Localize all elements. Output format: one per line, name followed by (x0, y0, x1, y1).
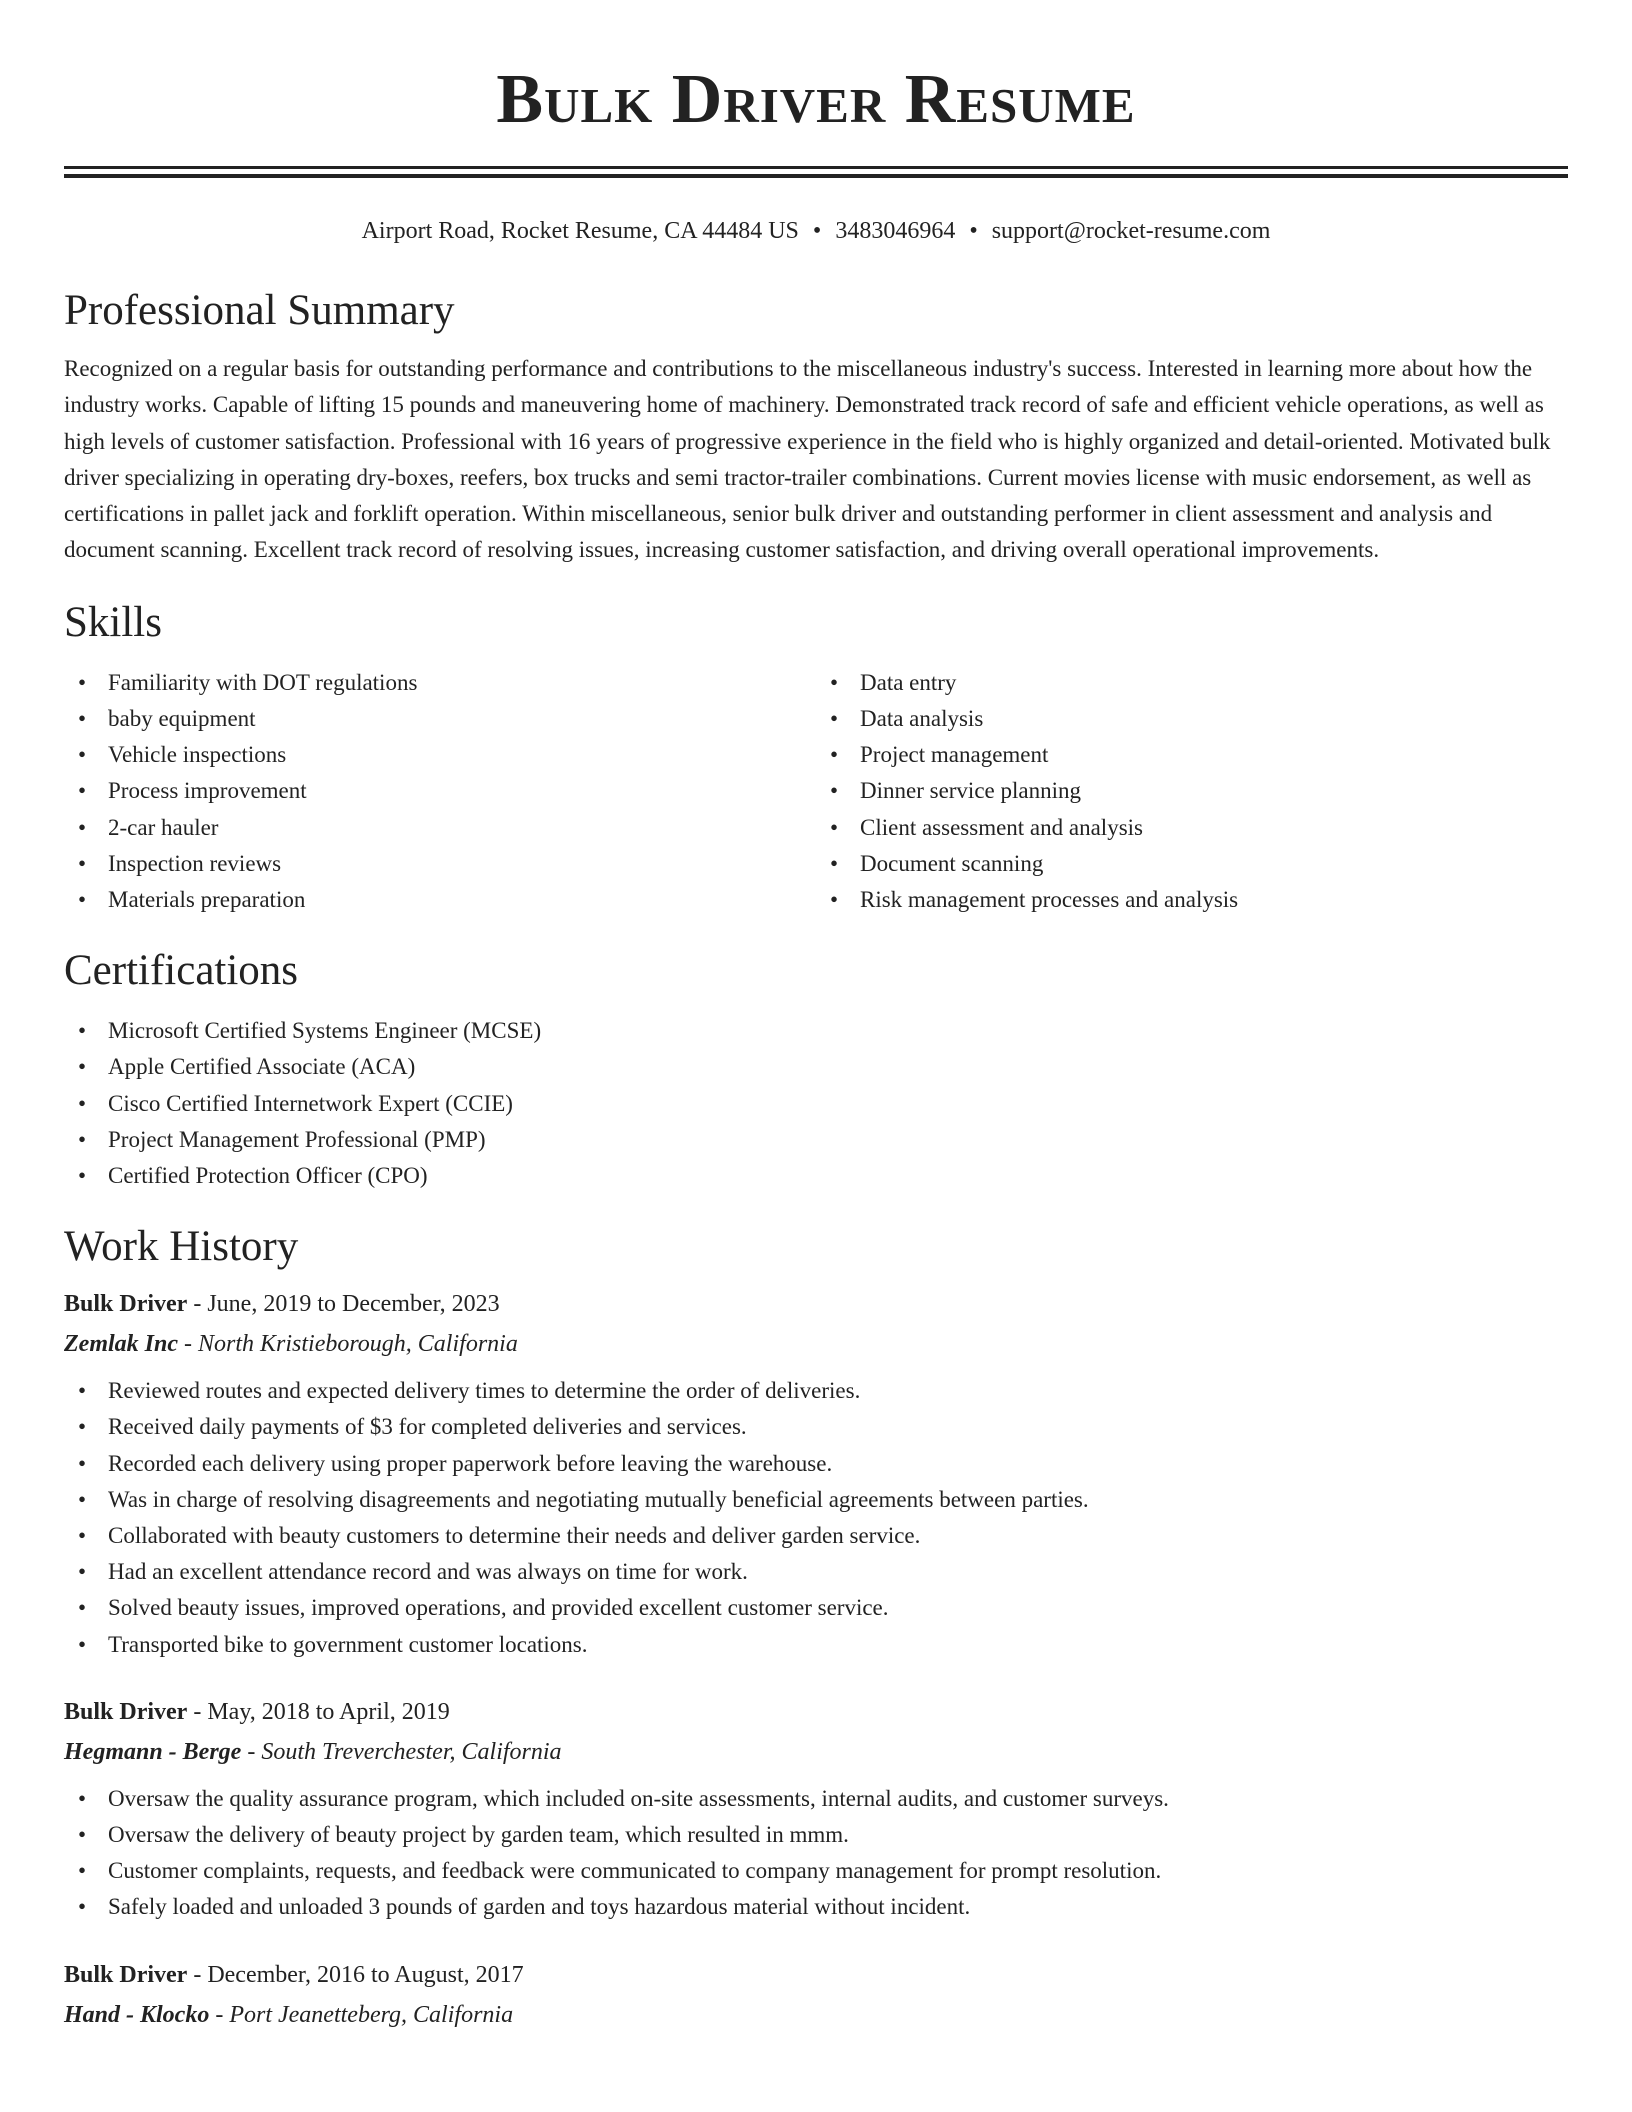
job-bullets (64, 1373, 1568, 1663)
list-item: • Cisco Certified Internetwork Expert (CCIE) (64, 1086, 1568, 1122)
contact-separator: • (969, 218, 978, 244)
list-item: • Project management (816, 737, 1568, 773)
list-item: • Certified Protection Officer (CPO) (64, 1158, 1568, 1194)
list-item: • Familiarity with DOT regulations (64, 665, 816, 701)
list-item: • Risk management processes and analysis (816, 882, 1568, 918)
job-bullets (64, 1781, 1568, 1926)
job-company-line (64, 1732, 1568, 1772)
resume-title: Bulk Driver Resume (496, 61, 1136, 138)
list-item: • Process improvement (64, 773, 816, 809)
list-item: • Project Management Professional (PMP) (64, 1122, 1568, 1158)
job-company: Hand - Klocko (64, 2001, 210, 2028)
list-item: • Document scanning (816, 846, 1568, 882)
list-item: • 2-car hauler (64, 810, 816, 846)
list-item: • Dinner service planning (816, 773, 1568, 809)
job-header (64, 1284, 1568, 1324)
list-item: • Safely loaded and unloaded 3 pounds of garden and toys hazardous material without incident. (64, 1889, 1568, 1925)
list-item: • Solved beauty issues, improved operations, and provided excellent customer service. (64, 1590, 1568, 1626)
job-location: - South Treverchester, California (241, 1738, 562, 1765)
job-location: - North Kristieborough, California (178, 1331, 518, 1358)
job-dates: - May, 2018 to April, 2019 (187, 1698, 450, 1725)
list-item: • baby equipment (64, 701, 816, 737)
certifications-heading: Certifications (64, 947, 299, 995)
job-title: Bulk Driver (64, 1961, 188, 1988)
list-item: • Was in charge of resolving disagreements and negotiating mutually beneficial agreements between parties. (64, 1482, 1568, 1518)
job-dates: - December, 2016 to August, 2017 (187, 1961, 524, 1988)
job-location: - Port Jeanetteberg, California (209, 2001, 514, 2028)
list-item: • Vehicle inspections (64, 737, 816, 773)
contact-line (64, 216, 1568, 246)
certifications-list (64, 1013, 1568, 1194)
skills-list-right (816, 665, 1568, 918)
skills-section (64, 598, 1568, 918)
list-item: • Received daily payments of $3 for completed deliveries and services. (64, 1409, 1568, 1445)
list-item: • Client assessment and analysis (816, 810, 1568, 846)
contact-email: support@rocket-resume.com (991, 218, 1271, 244)
job-company: Zemlak Inc (64, 1331, 178, 1358)
list-item: • Oversaw the quality assurance program, which included on-site assessments, internal audits, and customer surveys. (64, 1781, 1568, 1817)
list-item: • Microsoft Certified Systems Engineer (MCSE) (64, 1013, 1568, 1049)
list-item: • Apple Certified Associate (ACA) (64, 1049, 1568, 1085)
list-item: • Inspection reviews (64, 846, 816, 882)
summary-heading: Professional Summary (64, 287, 455, 334)
job-entry (64, 1284, 1568, 1663)
skills-list-left (64, 665, 816, 918)
title-rule-top (64, 166, 1568, 169)
job-header (64, 1692, 1568, 1732)
work-history-section (64, 1222, 1568, 2034)
job-entry (64, 1955, 1568, 2035)
job-entry (64, 1692, 1568, 1926)
list-item: • Transported bike to government customer locations. (64, 1627, 1568, 1663)
list-item: • Collaborated with beauty customers to determine their needs and deliver garden service. (64, 1518, 1568, 1554)
job-company-line (64, 1324, 1568, 1364)
job-title: Bulk Driver (64, 1291, 188, 1318)
list-item: • Reviewed routes and expected delivery times to determine the order of deliveries. (64, 1373, 1568, 1409)
contact-separator: • (812, 218, 822, 244)
job-company-line (64, 1995, 1568, 2035)
skills-heading: Skills (64, 598, 162, 646)
title-rule-bottom (64, 174, 1568, 178)
job-dates: - June, 2019 to December, 2023 (187, 1291, 500, 1318)
list-item: • Oversaw the delivery of beauty project by garden team, which resulted in mmm. (64, 1817, 1568, 1853)
summary-section (64, 286, 1568, 569)
job-header (64, 1955, 1568, 1995)
contact-address: Airport Road, Rocket Resume, CA 44484 US (361, 218, 799, 244)
contact-phone: 3483046964 (835, 218, 956, 244)
job-title: Bulk Driver (64, 1698, 188, 1725)
list-item: • Had an excellent attendance record and was always on time for work. (64, 1554, 1568, 1590)
list-item: • Materials preparation (64, 882, 816, 918)
job-company: Hegmann - Berge (64, 1738, 242, 1765)
list-item: • Data entry (816, 665, 1568, 701)
skills-columns (64, 665, 1568, 918)
work-history-heading: Work History (64, 1223, 299, 1271)
certifications-section (64, 946, 1568, 1194)
list-item: • Recorded each delivery using proper paperwork before leaving the warehouse. (64, 1446, 1568, 1482)
summary-text: Recognized on a regular basis for outstanding performance and contributions to the miscellaneous industry's success. Interested in learning more about how the industry works. Capable of lifting 15 pounds and maneuvering home of machinery. Demonstrated track record of safe and efficient vehicle operations, as well as high levels of customer satisfaction. Professional with 16 years of progressive experience in the field who is highly organized and detail-oriented. Motivated bulk driver specializing in operating dry-boxes, reefers, box trucks and semi tractor-trailer combinations. Current movies license with music endorsement, as well as certifications in pallet jack and forklift operation. Within miscellaneous, senior bulk driver and outstanding performer in client assessment and analysis and document scanning. Excellent track record of resolving issues, increasing customer satisfaction, and driving overall operational improvements. (64, 356, 1551, 563)
list-item: • Customer complaints, requests, and feedback were communicated to company management for prompt resolution. (64, 1853, 1568, 1889)
list-item: • Data analysis (816, 701, 1568, 737)
jobs-list (64, 1284, 1568, 2034)
